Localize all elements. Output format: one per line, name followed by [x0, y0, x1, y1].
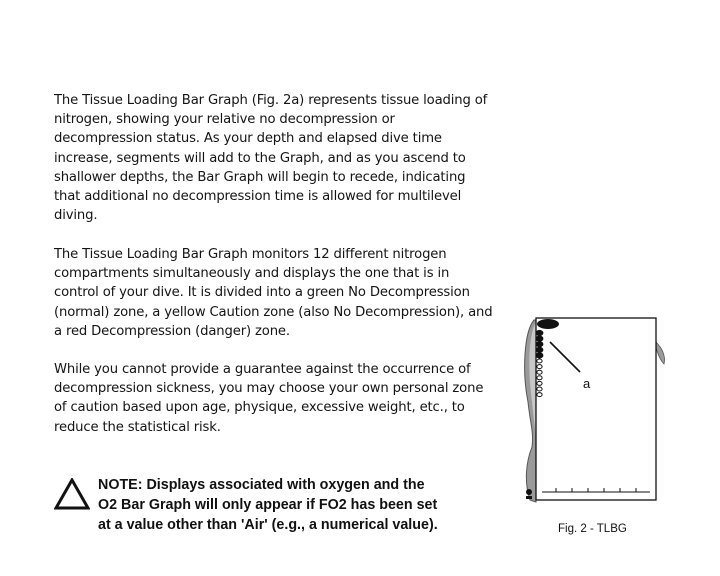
bar-segment: [536, 347, 543, 352]
device-housing-right: [656, 342, 665, 364]
bar-segment: [536, 336, 543, 341]
bar-segment: [537, 381, 542, 385]
dive-computer-display: [520, 312, 690, 512]
note-text: [98, 476, 518, 535]
callout-label: a: [583, 376, 591, 391]
bar-segment: [537, 359, 542, 363]
diver-icon: [526, 489, 532, 499]
bar-segment: [537, 365, 542, 369]
bar-segment: [537, 387, 542, 391]
note-line-2: O2 Bar Graph will only appear if FO2 has been set: [98, 496, 438, 513]
bar-segment: [537, 393, 542, 397]
bar-segment: [536, 342, 543, 347]
bar-cap-segment: [537, 319, 559, 329]
figure-caption: Fig. 2 - TLBG: [558, 523, 627, 535]
bar-segment: [537, 370, 542, 374]
paragraph-tlbg-compartments: The Tissue Loading Bar Graph monitors 12 different nitrogen compartments simultaneously and displays the one that is in control of your dive. It is divided into a green No Decompression (normal) zone, a yellow Caution zone (also No Decompression), and a red Decompression (danger) zone.: [54, 247, 493, 339]
tlbg-figure: [520, 312, 690, 512]
bar-segment: [536, 330, 543, 335]
note-line-1: NOTE: Displays associated with oxygen and the: [98, 477, 425, 493]
bar-segment: [536, 353, 543, 358]
bar-segment: [537, 376, 542, 380]
note-line-3: at a value other than 'Air' (e.g., a numerical value).: [98, 516, 438, 533]
paragraph-tlbg-intro: The Tissue Loading Bar Graph (Fig. 2a) represents tissue loading of nitrogen, showing your relative no decompression or decompression status. As your depth and elapsed dive time increase, segments will add to the Graph, and as you ascend to shallower depths, the Bar Graph will begin to recede, indicating that additional no decompression time is allowed for multilevel diving.: [54, 93, 488, 224]
warning-triangle-icon: [54, 478, 90, 510]
paragraph-caution-zone: While you cannot provide a guarantee against the occurrence of decompression sickness, you may choose your own personal zone of caution based upon age, physique, excessive weight, etc., to reduce the statistical risk.: [54, 362, 484, 435]
